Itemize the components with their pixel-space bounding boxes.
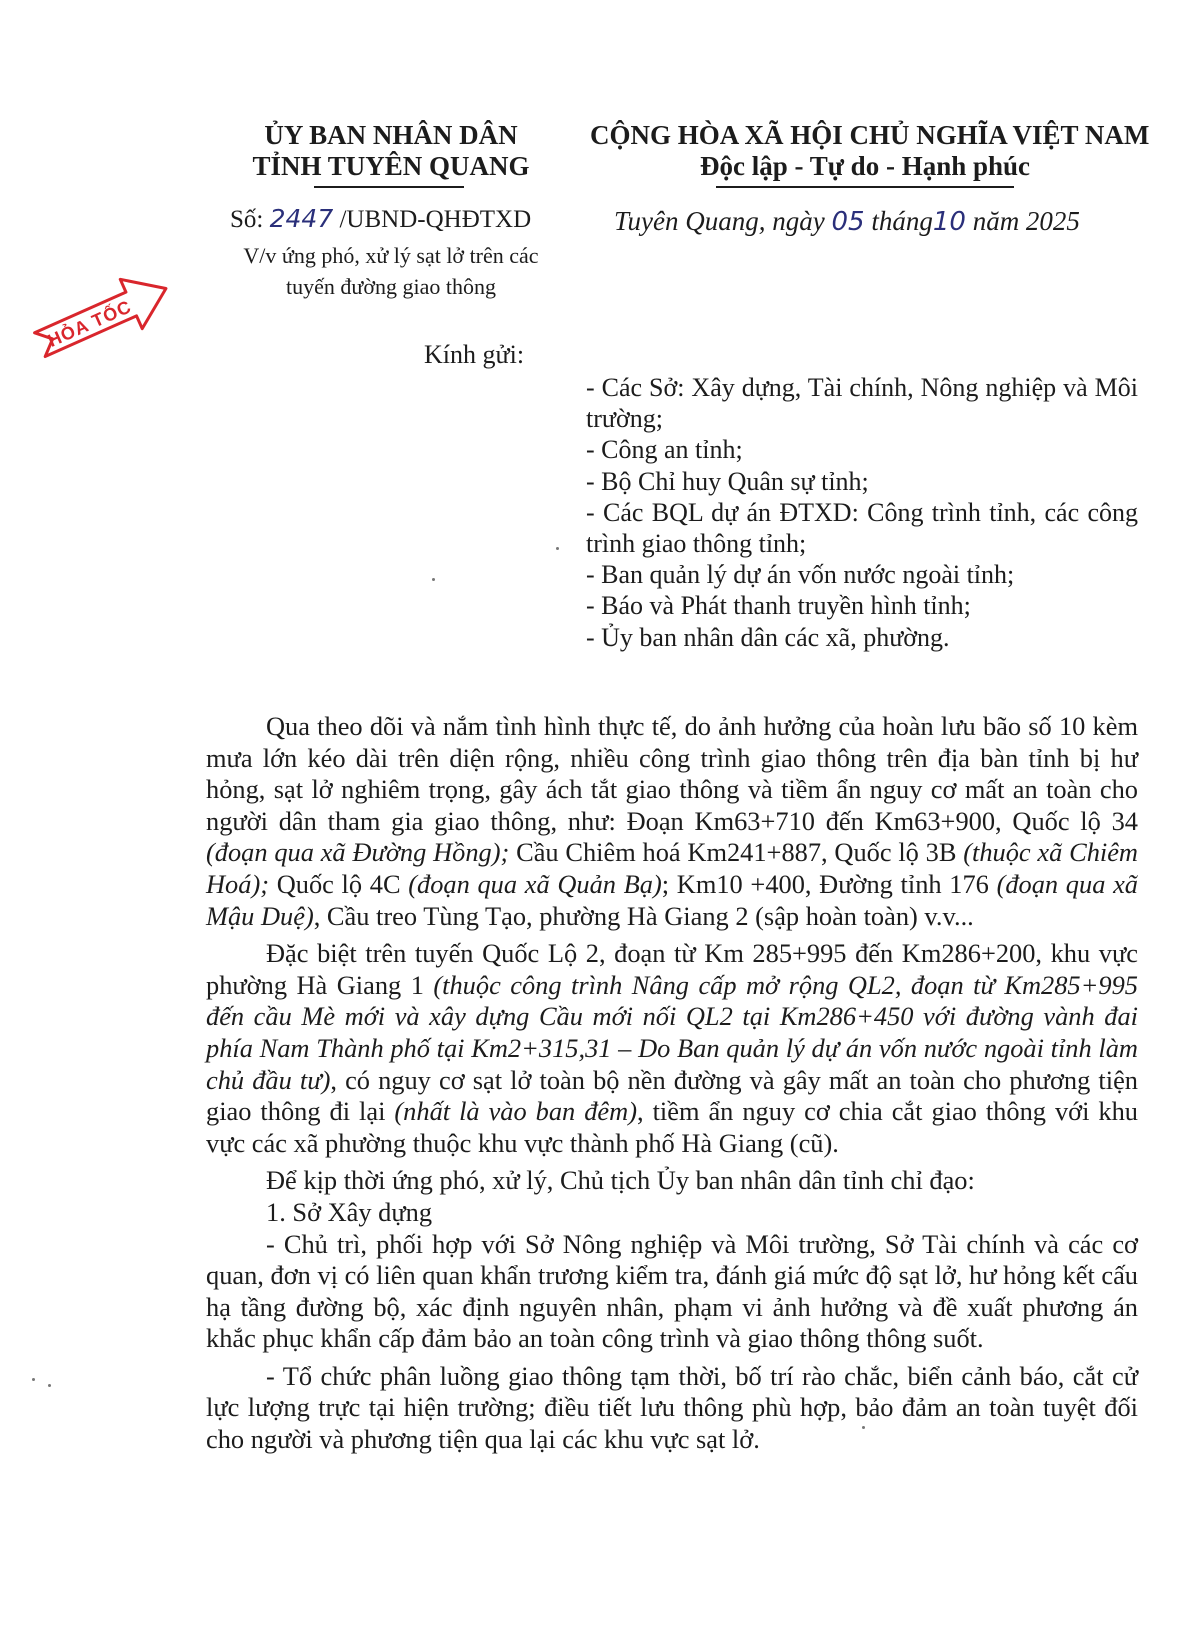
- italic-run: (thuộc công trình Nâng cấp mở rộng QL2, đoạn từ Km285+995 đến cầu Mè mới và xây dựng Cầu mới nối QL2 tại Km286+450 với đường vành đai phía Nam Thành phố tại Km2+315,31 – Do Ban quản lý dự án vốn nước ngoài tỉnh làm chủ đầu tư): [206, 969, 1138, 1095]
- date-month-label: tháng: [871, 206, 933, 236]
- scan-speck: [432, 578, 435, 581]
- italic-run: (đoạn qua xã Đường Hồng);: [206, 837, 510, 868]
- recipient-item: - Ban quản lý dự án vốn nước ngoài tỉnh;: [586, 560, 1015, 590]
- italic-run: (đoạn qua xã Mậu Duệ): [206, 868, 1138, 931]
- national-motto: Độc lập - Tự do - Hạnh phúc: [699, 151, 1031, 181]
- org-name-line1: ỦY BAN NHÂN DÂN: [264, 120, 518, 150]
- italic-run: (nhất là vào ban đêm): [394, 1096, 637, 1127]
- recipient-list: [586, 372, 1138, 653]
- motto-underline: [716, 186, 1014, 188]
- document-subject: [206, 240, 576, 302]
- text-run: ; Km10 +400, Đường tỉnh 176: [661, 868, 997, 899]
- scan-speck: [556, 547, 559, 550]
- doc-number-handwritten: 2447: [269, 204, 334, 233]
- text-run: Đặc biệt trên tuyến Quốc Lộ 2, đoạn từ Km 285+995 đến Km286+200, khu vực phường Hà Giang 1: [206, 938, 1138, 1000]
- scan-speck: [862, 1426, 865, 1429]
- date-year: năm 2025: [972, 206, 1080, 236]
- document-body: [206, 711, 1138, 1456]
- recipient-item: - Ủy ban nhân dân các xã, phường.: [586, 622, 950, 652]
- doc-number-suffix: /UBND-QHĐTXD: [339, 206, 532, 233]
- date-day-handwritten: 05: [831, 207, 865, 237]
- recipient-item: - Bộ Chỉ huy Quân sự tỉnh;: [586, 466, 869, 496]
- section-item: - Chủ trì, phối hợp với Sở Nông nghiệp và Môi trường, Sở Tài chính và các cơ quan, đơn vị có liên quan khẩn trương kiểm tra, đánh giá mức độ sạt lở, hư hỏng kết cấu hạ tầng đường bộ, xác định nguyên nhân, phạm vi ảnh hưởng và đề xuất phương án khắc phục khẩn cấp đảm bảo an toàn công trình và giao thông thông suốt.: [206, 1228, 1138, 1354]
- section-item: - Tổ chức phân luồng giao thông tạm thời, bố trí rào chắc, biển cảnh báo, cắt cử lực lượng trực tại hiện trường; điều tiết lưu thông phù hợp, bảo đảm an toàn tuyệt đối cho người và phương tiện qua lại các khu vực sạt lở.: [206, 1360, 1138, 1455]
- org-name-line2: TỈNH TUYÊN QUANG: [252, 151, 530, 181]
- org-underline: [314, 186, 464, 188]
- scan-speck: [48, 1384, 51, 1387]
- national-title: CỘNG HÒA XÃ HỘI CHỦ NGHĨA VIỆT NAM: [590, 120, 1150, 150]
- text-run: Quốc lộ 4C: [269, 868, 409, 899]
- text-run: , tiềm ẩn nguy cơ chia cắt giao thông với khu vực các xã phường thuộc khu vực thành phố Hà Giang (cũ).: [206, 1096, 1138, 1158]
- subject-line1: V/v ứng phó, xử lý sạt lở trên các: [243, 243, 539, 268]
- urgent-stamp: [22, 262, 182, 362]
- italic-run: (thuộc xã Chiêm Hoá);: [206, 837, 1138, 899]
- section-title: 1. Sở Xây dựng: [266, 1196, 433, 1227]
- salutation: Kính gửi:: [424, 340, 525, 369]
- date-month-handwritten: 10: [932, 207, 966, 237]
- document-number: [230, 204, 531, 234]
- text-run: Qua theo dõi và nắm tình hình thực tế, do ảnh hưởng của hoàn lưu bão số 10 kèm mưa lớn kéo dài trên diện rộng, nhiều công trình giao thông trên địa bàn tỉnh bị hư hỏng, sạt lở nghiêm trọng, gây ách tắt giao thông và tiềm ẩn nguy cơ mất an toàn cho người dân tham gia giao thông, như: Đoạn Km63+710 đến Km63+900, Quốc lộ 34: [206, 711, 1138, 836]
- recipient-item: - Công an tỉnh;: [586, 435, 743, 465]
- subject-line2: tuyến đường giao thông: [286, 274, 496, 299]
- scan-speck: [32, 1378, 35, 1381]
- date-prefix: Tuyên Quang, ngày: [614, 206, 825, 236]
- doc-number-prefix: Số:: [230, 206, 264, 233]
- text-run: , Cầu treo Tùng Tạo, phường Hà Giang 2 (sập hoàn toàn) v.v...: [313, 900, 974, 931]
- paragraph-directive: Để kịp thời ứng phó, xử lý, Chủ tịch Ủy ban nhân dân tỉnh chỉ đạo:: [266, 1165, 975, 1196]
- recipient-item: - Các Sở: Xây dựng, Tài chính, Nông nghiệp và Môi trường;: [586, 373, 1138, 434]
- text-run: Cầu Chiêm hoá Km241+887, Quốc lộ 3B: [509, 837, 964, 868]
- text-run: , có nguy cơ sạt lở toàn bộ nền đường và gây mất an toàn cho phương tiện giao thông đi lại: [206, 1064, 1138, 1127]
- recipient-item: - Các BQL dự án ĐTXD: Công trình tỉnh, các công trình giao thông tỉnh;: [586, 497, 1138, 559]
- paragraph-situation: [206, 711, 1138, 932]
- paragraph-highway2: [206, 938, 1138, 1159]
- stamp-text: HỎA TỐC: [44, 296, 135, 351]
- date-line: [614, 206, 1080, 237]
- italic-run: (đoạn qua xã Quản Bạ): [408, 868, 662, 899]
- recipient-item: - Báo và Phát thanh truyền hình tỉnh;: [586, 591, 971, 621]
